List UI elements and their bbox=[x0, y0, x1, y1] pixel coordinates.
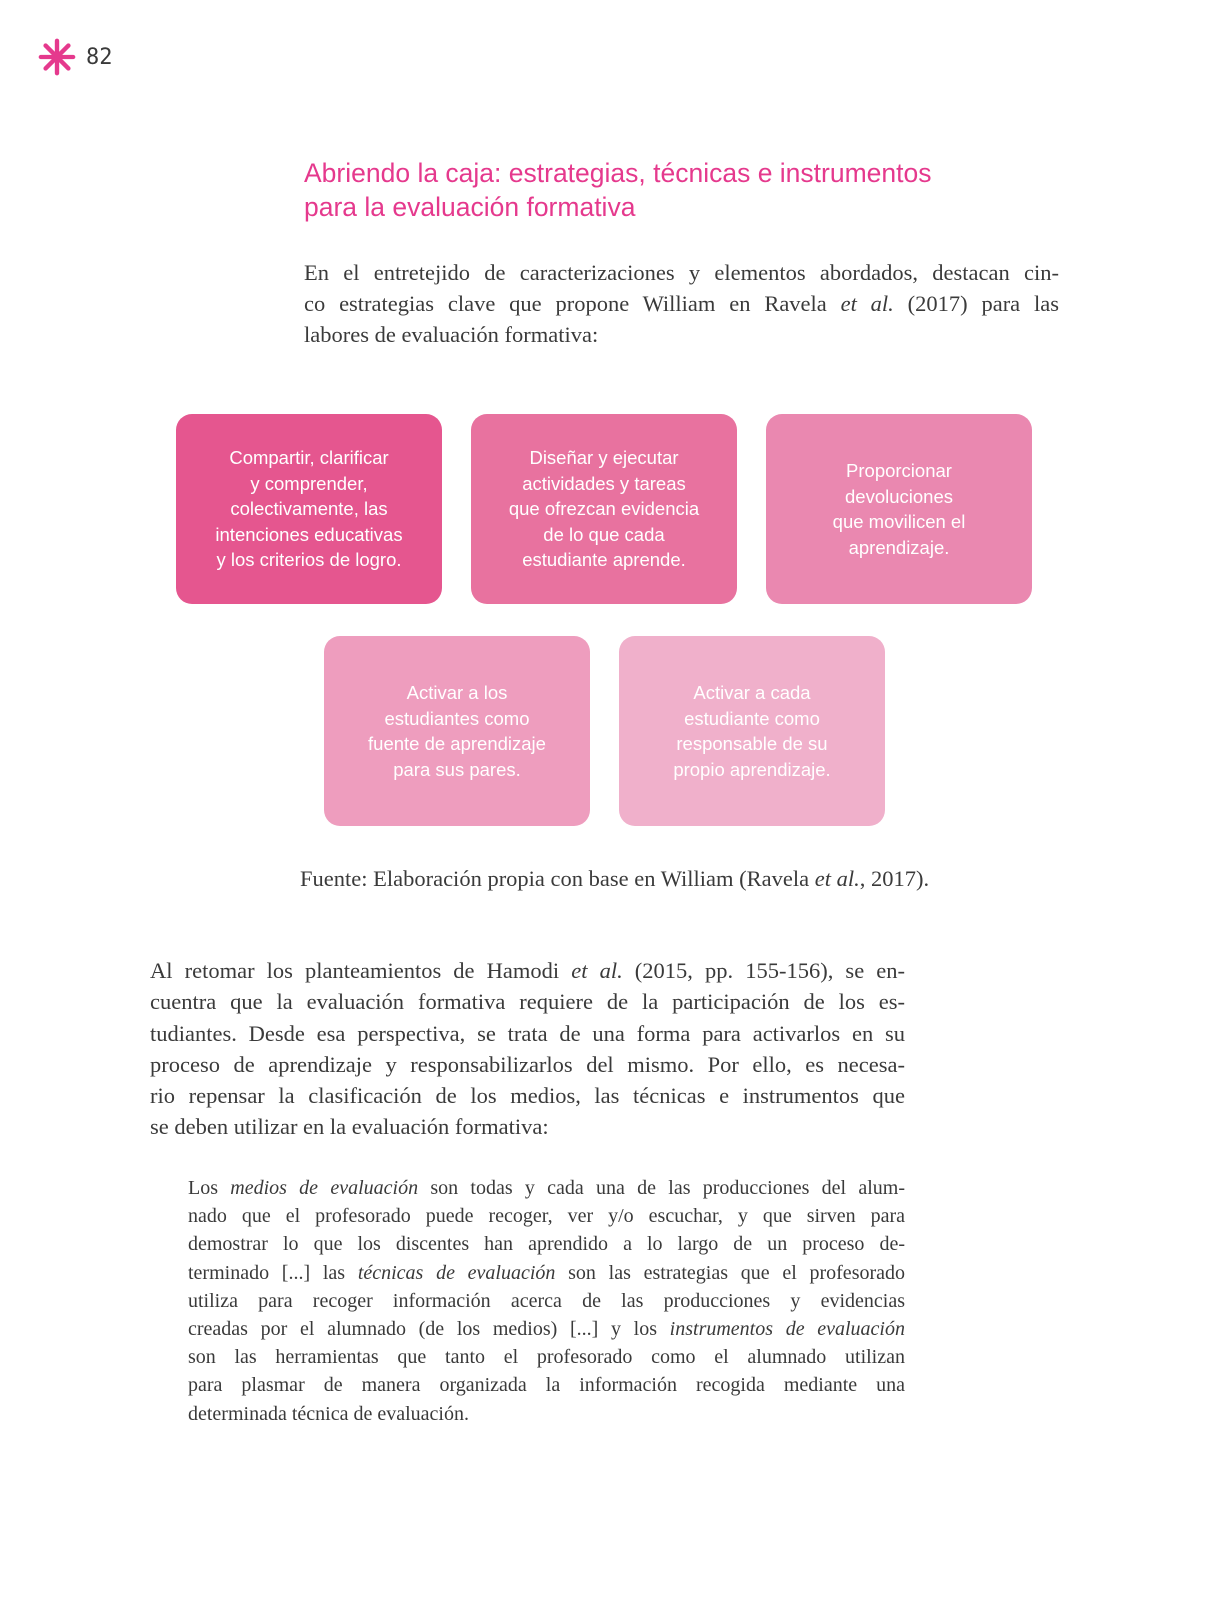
strategy-line: Activar a cada bbox=[693, 682, 811, 703]
strategy-line: propio aprendizaje. bbox=[673, 758, 831, 780]
intro-line: labores de evaluación formativa: bbox=[304, 322, 599, 347]
strategy-box-3 bbox=[766, 414, 1032, 604]
quote-line: para plasmar de manera organizada la información recogida mediante una bbox=[188, 1374, 905, 1397]
quote-line: determinada técnica de evaluación. bbox=[188, 1402, 469, 1425]
quote-line: utiliza para recoger información acerca de las producciones y evidencias bbox=[188, 1289, 905, 1312]
para-line: cuentra que la evaluación formativa requiere de la participación de los es- bbox=[150, 989, 905, 1015]
strategy-line: actividades y tareas bbox=[522, 472, 686, 494]
para-line: rio repensar la clasificación de los medios, las técnicas e instrumentos que bbox=[150, 1083, 905, 1109]
para-line: tudiantes. Desde esa perspectiva, se trata de una forma para activarlos en su bbox=[150, 1020, 905, 1046]
section-title-line: Abriendo la caja: estrategias, técnicas e instrumentos bbox=[304, 158, 932, 188]
strategy-line: y comprender, bbox=[250, 472, 368, 494]
para-line: Al retomar los planteamientos de Hamodi et al. (2015, pp. 155-156), se en- bbox=[150, 958, 906, 983]
section-title-line: para la evaluación formativa bbox=[304, 192, 636, 222]
strategy-line: Activar a los bbox=[406, 682, 508, 703]
strategy-line: colectivamente, las bbox=[230, 498, 388, 520]
strategy-line: estudiante aprende. bbox=[522, 549, 686, 571]
strategy-line: que movilicen el bbox=[832, 511, 966, 532]
strategy-line: de lo que cada bbox=[543, 523, 665, 545]
quote-line: demostrar lo que los discentes han aprendido a lo largo de un proceso de- bbox=[188, 1233, 905, 1256]
strategy-line: devoluciones bbox=[845, 485, 953, 507]
strategy-line: fuente de aprendizaje bbox=[368, 733, 546, 754]
quote-line: nado que el profesorado puede recoger, ver y/o escuchar, y que sirven para bbox=[188, 1205, 905, 1228]
intro-paragraph bbox=[304, 257, 1059, 350]
para-line: se deben utilizar en la evaluación formativa: bbox=[150, 1114, 549, 1140]
para-line: proceso de aprendizaje y responsabilizarlos del mismo. Por ello, es necesa- bbox=[150, 1051, 905, 1077]
strategy-line: que ofrezcan evidencia bbox=[508, 498, 700, 520]
strategy-box-5 bbox=[619, 636, 885, 826]
strategy-box-4 bbox=[324, 636, 590, 826]
page-number: 82 bbox=[86, 44, 113, 70]
strategy-line: para sus pares. bbox=[393, 758, 521, 780]
page-header bbox=[38, 38, 113, 76]
block-quote bbox=[188, 1174, 905, 1428]
strategy-box-2 bbox=[471, 414, 737, 604]
strategy-line: aprendizaje. bbox=[848, 536, 950, 558]
body-paragraph bbox=[150, 955, 905, 1143]
strategy-line: responsable de su bbox=[676, 733, 828, 754]
section-title bbox=[304, 156, 1024, 224]
strategy-line: intenciones educativas bbox=[215, 523, 403, 545]
strategy-box-1 bbox=[176, 414, 442, 604]
figure-caption: Fuente: Elaboración propia con base en William (Ravela et al., 2017). bbox=[300, 866, 930, 891]
quote-line: son las herramientas que tanto el profesorado como el alumnado utilizan bbox=[188, 1346, 905, 1369]
intro-line: co estrategias clave que propone William en Ravela et al. (2017) para las bbox=[304, 291, 1059, 316]
quote-line: terminado [...] las técnicas de evaluación son las estrategias que el profesorado bbox=[188, 1261, 906, 1284]
intro-line: En el entretejido de caracterizaciones y elementos abordados, destacan cin- bbox=[304, 260, 1059, 285]
strategy-line: Compartir, clarificar bbox=[229, 447, 389, 469]
asterisk-icon bbox=[38, 38, 76, 76]
quote-line: Los medios de evaluación son todas y cada una de las producciones del alum- bbox=[188, 1177, 906, 1199]
quote-line: creadas por el alumnado (de los medios) [...] y los instrumentos de evaluación bbox=[188, 1318, 905, 1341]
strategy-line: estudiante como bbox=[684, 707, 820, 729]
strategy-line: y los criterios de logro. bbox=[216, 549, 402, 571]
strategy-line: estudiantes como bbox=[384, 707, 530, 729]
strategy-line: Diseñar y ejecutar bbox=[529, 447, 679, 469]
strategy-line: Proporcionar bbox=[846, 460, 952, 481]
